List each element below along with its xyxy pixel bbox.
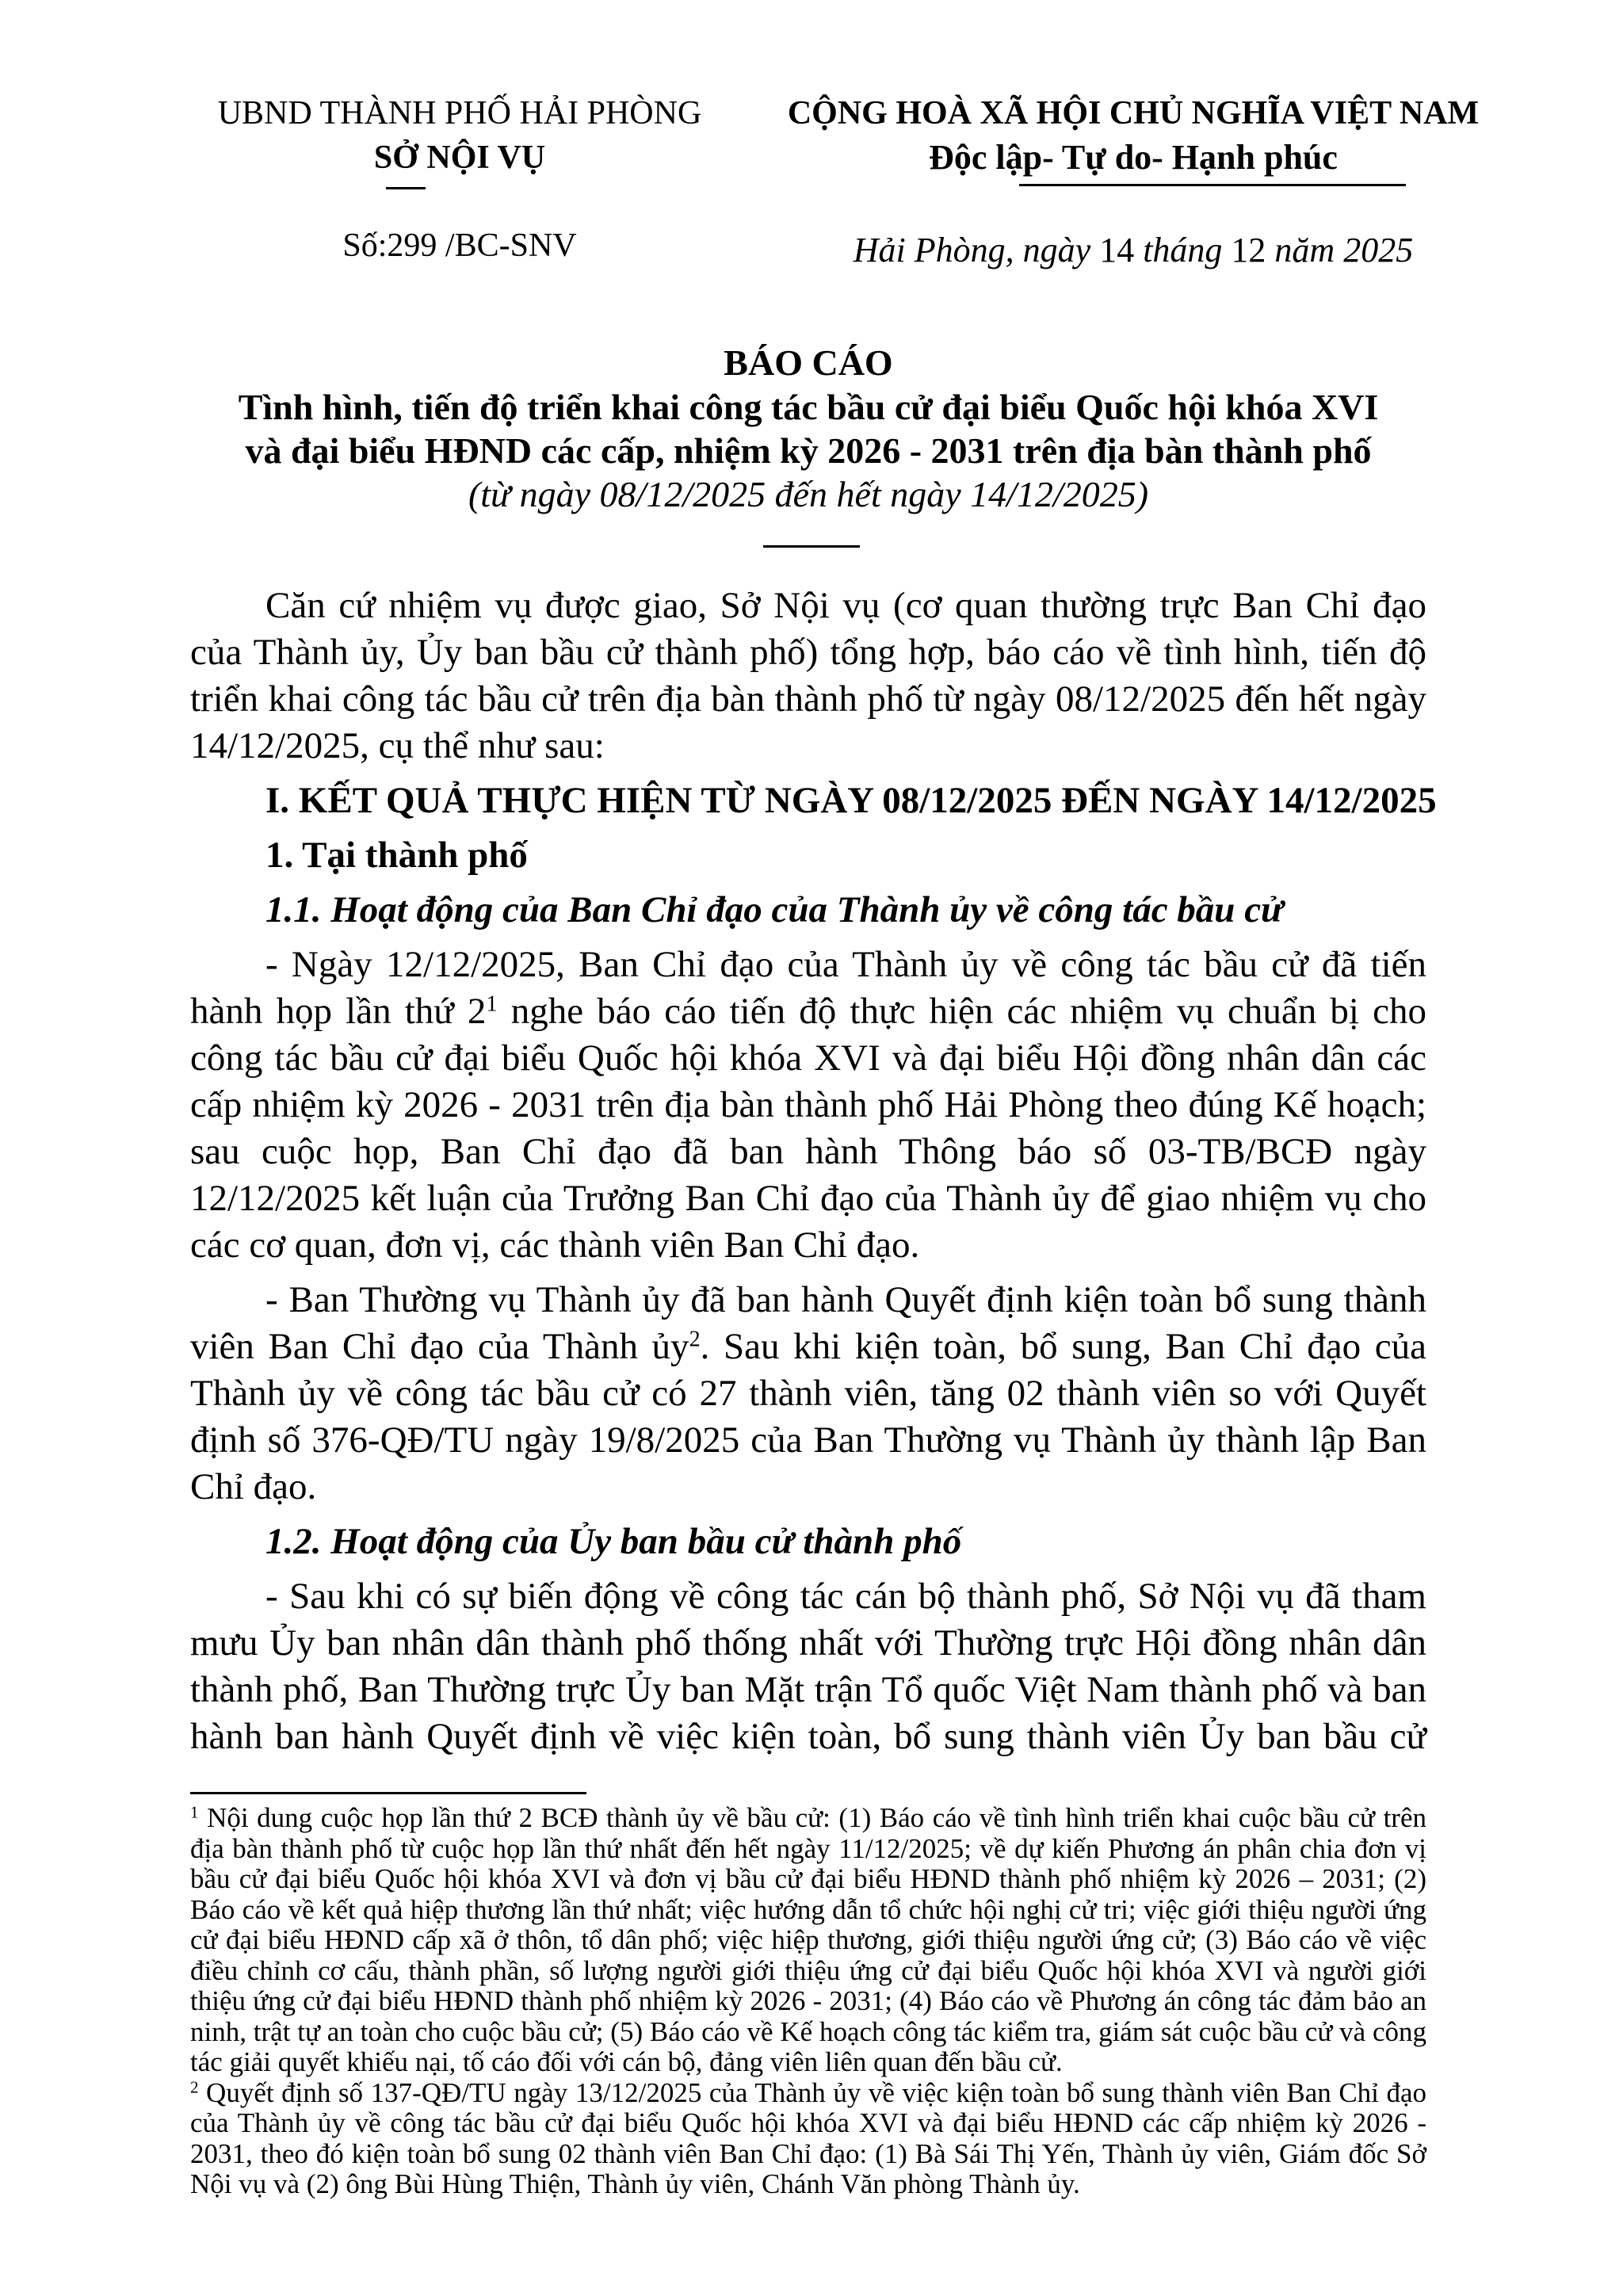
report-subject-line-2: và đại biểu HĐND các cấp, nhiệm kỳ 2026 - 2031 trên địa bàn thành phố: [245, 430, 1372, 471]
report-title-block: [190, 341, 1426, 516]
motto-underline: [1019, 184, 1406, 186]
document-body: [190, 583, 1437, 1768]
footnote-ref-1[interactable]: 1: [486, 991, 498, 1017]
footnote-number: 2: [190, 2076, 199, 2096]
paragraph-text: - Ngày 12/12/2025, Ban Chỉ đạo của Thành ủy về công tác bầu cử đã tiến hành họp lần thứ 2: [190, 944, 1426, 1032]
document-date: [737, 228, 1529, 273]
date-year: năm 2025: [1274, 231, 1414, 269]
agency-name: UBND THÀNH PHỐ HẢI PHÒNG: [217, 95, 702, 132]
date-month: 12: [1231, 231, 1266, 269]
footnotes: [190, 1803, 1426, 2200]
title-underline: [763, 545, 860, 548]
date-place: Hải Phòng, ngày: [853, 231, 1091, 269]
paragraph-text: . Sau khi kiện toàn, bổ sung, Ban Chỉ đạo của Thành ủy về công tác bầu cử có 27 thành viên, tăng 02 thành viên so với Quyết định số 376-QĐ/TU ngày 19/8/2025 của Ban Thường vụ Thành ủy thành lập Ban Chỉ đạo.: [190, 1326, 1426, 1507]
footnote-1: [190, 1803, 1426, 2078]
footnote-text: Quyết định số 137-QĐ/TU ngày 13/12/2025 của Thành ủy về việc kiện toàn bổ sung thành viên Ban Chỉ đạo của Thành ủy về công tác bầu cử đại biểu Quốc hội khóa XVI và đại biểu HĐND các cấp nhiệm kỳ 2026 - 2031, theo đó kiện toàn bổ sung 02 thành viên Ban Chỉ đạo: (1) Bà Sái Thị Yến, Thành ủy viên, Giám đốc Sở Nội vụ và (2) ông Bùi Hùng Thiện, Thành ủy viên, Chánh Văn phòng Thành ủy.: [190, 2076, 1426, 2199]
department-name: SỞ NỘI VỤ: [373, 139, 546, 176]
footnote-separator: [190, 1792, 586, 1794]
document-number: Số:299 /BC-SNV: [342, 227, 577, 264]
date-day: 14: [1099, 231, 1135, 269]
issuing-agency-block: [190, 91, 729, 180]
paragraph-text: nghe báo cáo tiến độ thực hiện các nhiệm vụ chuẩn bị cho công tác bầu cử đại biểu Quốc hội khóa XVI và đại biểu Hội đồng nhân dân các cấp nhiệm kỳ 2026 - 2031 trên địa bàn thành phố Hải Phòng theo đúng Kế hoạch; sau cuộc họp, Ban Chỉ đạo đã ban hành Thông báo số 03-TB/BCĐ ngày 12/12/2025 kết luận của Trưởng Ban Chỉ đạo của Thành ủy để giao nhiệm vụ cho các cơ quan, đơn vị, các thành viên Ban Chỉ đạo.: [190, 991, 1426, 1266]
date-month-label: tháng: [1143, 231, 1223, 269]
footnote-number: 1: [190, 1802, 199, 1822]
footnote-ref-2[interactable]: 2: [689, 1327, 701, 1352]
subsection-heading-1-1: 1.1. Hoạt động của Ban Chỉ đạo của Thành ủy về công tác bầu cử: [265, 889, 1284, 930]
motto: Độc lập- Tự do- Hạnh phúc: [929, 138, 1338, 177]
paragraph-text: - Ban Thường vụ Thành ủy đã ban hành Quyết định kiện toàn bổ sung thành viên Ban Chỉ đạo của Thành ủy: [190, 1279, 1426, 1367]
paragraph-committee-update: [190, 1277, 1426, 1511]
subsection-heading-1: 1. Tại thành phố: [265, 835, 528, 876]
report-subject-line-1: Tình hình, tiến độ triển khai công tác bầu cử đại biểu Quốc hội khóa XVI: [238, 387, 1379, 427]
paragraph-steering-meeting: [190, 942, 1426, 1269]
footnote-text: Nội dung cuộc họp lần thứ 2 BCĐ thành ủy về bầu cử: (1) Báo cáo về tình hình triển khai cuộc bầu cử trên địa bàn thành phố từ cuộc họp lần thứ nhất đến hết ngày 11/12/2025; về dự kiến Phương án phân chia đơn vị bầu cử đại biểu Quốc hội khóa XVI và đơn vị bầu cử đại biểu HĐND thành phố nhiệm kỳ 2026 – 2031; (2) Báo cáo về kết quả hiệp thương lần thứ nhất; việc hướng dẫn tổ chức hội nghị cử tri; việc giới thiệu người ứng cử đại biểu HĐND cấp xã ở thôn, tổ dân phố; việc hiệp thương, giới thiệu người ứng cử; (3) Báo cáo về việc điều chỉnh cơ cấu, thành phần, số lượng người giới thiệu ứng cử đại biểu Quốc hội khóa XVI và người giới thiệu ứng cử đại biểu HĐND thành phố nhiệm kỳ 2026 - 2031; (4) Báo cáo về Phương án công tác đảm bảo an ninh, trật tự an toàn cho cuộc bầu cử; (5) Báo cáo về Kế hoạch công tác kiểm tra, giám sát cuộc bầu cử và công tác giải quyết khiếu nại, tố cáo đối với cán bộ, đảng viên liên quan đến bầu cử.: [190, 1802, 1426, 2077]
intro-paragraph: Căn cứ nhiệm vụ được giao, Sở Nội vụ (cơ quan thường trực Ban Chỉ đạo của Thành ủy, Ủy ban bầu cử thành phố) tổng hợp, báo cáo về tình hình, tiến độ triển khai công tác bầu cử trên địa bàn thành phố từ ngày 08/12/2025 đến hết ngày 14/12/2025, cụ thể như sau:: [190, 585, 1426, 766]
paragraph-election-committee: - Sau khi có sự biến động về công tác cán bộ thành phố, Sở Nội vụ đã tham mưu Ủy ban nhân dân thành phố thống nhất với Thường trực Hội đồng nhân dân thành phố, Ban Thường trực Ủy ban Mặt trận Tổ quốc Việt Nam thành phố và ban hành ban hành Quyết định về việc kiện toàn, bổ sung thành viên Ủy ban bầu cử: [190, 1576, 1426, 1757]
subsection-heading-1-2: 1.2. Hoạt động của Ủy ban bầu cử thành phố: [265, 1521, 962, 1562]
report-period: (từ ngày 08/12/2025 đến hết ngày 14/12/2025): [468, 474, 1149, 514]
department-underline: [386, 187, 426, 189]
footnote-2: [190, 2078, 1426, 2200]
section-heading-1: I. KẾT QUẢ THỰC HIỆN TỪ NGÀY 08/12/2025 ĐẾN NGÀY 14/12/2025: [265, 780, 1437, 821]
national-motto-block: [737, 91, 1529, 180]
nation-name: CỘNG HOÀ XÃ HỘI CHỦ NGHĨA VIỆT NAM: [787, 95, 1480, 132]
document-type: BÁO CÁO: [724, 342, 893, 383]
